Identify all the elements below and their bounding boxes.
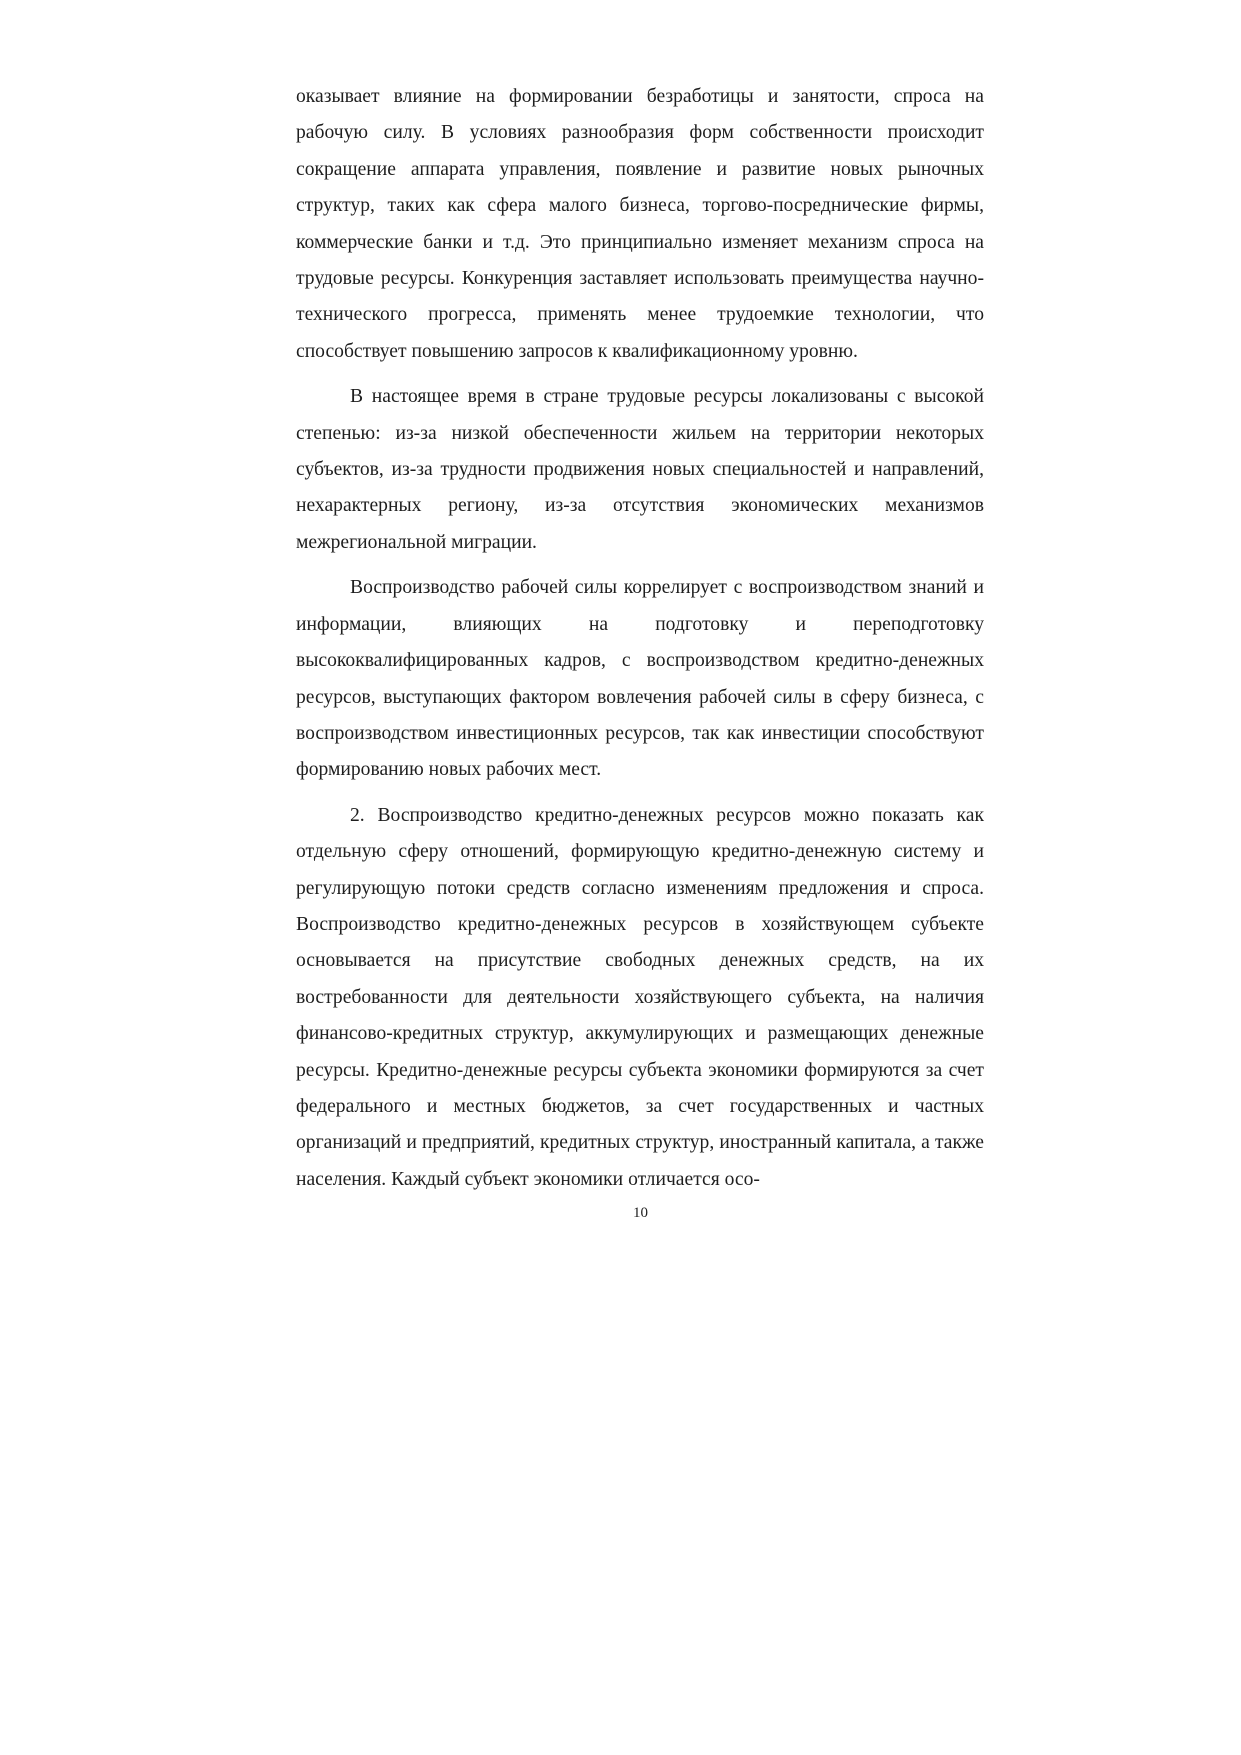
page-body-text	[296, 79, 984, 1207]
paragraph-credit-resources: 2. Воспроизводство кредитно-денежных ресурсов можно показать как отдельную сферу отношений, формирующую кредитно-денежную систему и регулирующую потоки средств согласно изменениям предложения и спроса. Воспроизводство кредитно-денежных ресурсов в хозяйствующем субъекте основывается на присутствие свободных денежных средств, на их востребованности для деятельности хозяйствующего субъекта, на наличия финансово-кредитных структур, аккумулирующих и размещающих денежные ресурсы. Кредитно-денежные ресурсы субъекта экономики формируются за счет федерального и местных бюджетов, за счет государственных и частных организаций и предприятий, кредитных структур, иностранный капитала, а также населения. Каждый субъект экономики отличается осо-	[296, 804, 984, 1190]
paragraph-labor-reproduction: Воспроизводство рабочей силы коррелирует с воспроизводством знаний и информации, влияющих на подготовку и переподготовку высококвалифицированных кадров, с воспроизводством кредитно-денежных ресурсов, выступающих фактором вовлечения рабочей силы в сферу бизнеса, с воспроизводством инвестиционных ресурсов, так как инвестиции способствуют формированию новых рабочих мест.	[296, 577, 984, 781]
paragraph-continuation: оказывает влияние на формировании безработицы и занятости, спроса на рабочую силу. В условиях разнообразия форм собственности происходит сокращение аппарата управления, появление и развитие новых рыночных структур, таких как сфера малого бизнеса, торгово-посреднические фирмы, коммерческие банки и т.д. Это принципиально изменяет механизм спроса на трудовые ресурсы. Конкуренция заставляет использовать преимущества научно-технического прогресса, применять менее трудоемкие технологии, что способствует повышению запросов к квалификационному уровню.	[296, 86, 984, 362]
page-number: 10	[633, 1205, 648, 1221]
paragraph-labor-localization: В настоящее время в стране трудовые ресурсы локализованы с высокой степенью: из-за низкой обеспеченности жильем на территории некоторых субъектов, из-за трудности продвижения новых специальностей и направлений, нехарактерных региону, из-за отсутствия экономических механизмов межрегиональной миграции.	[296, 386, 984, 553]
